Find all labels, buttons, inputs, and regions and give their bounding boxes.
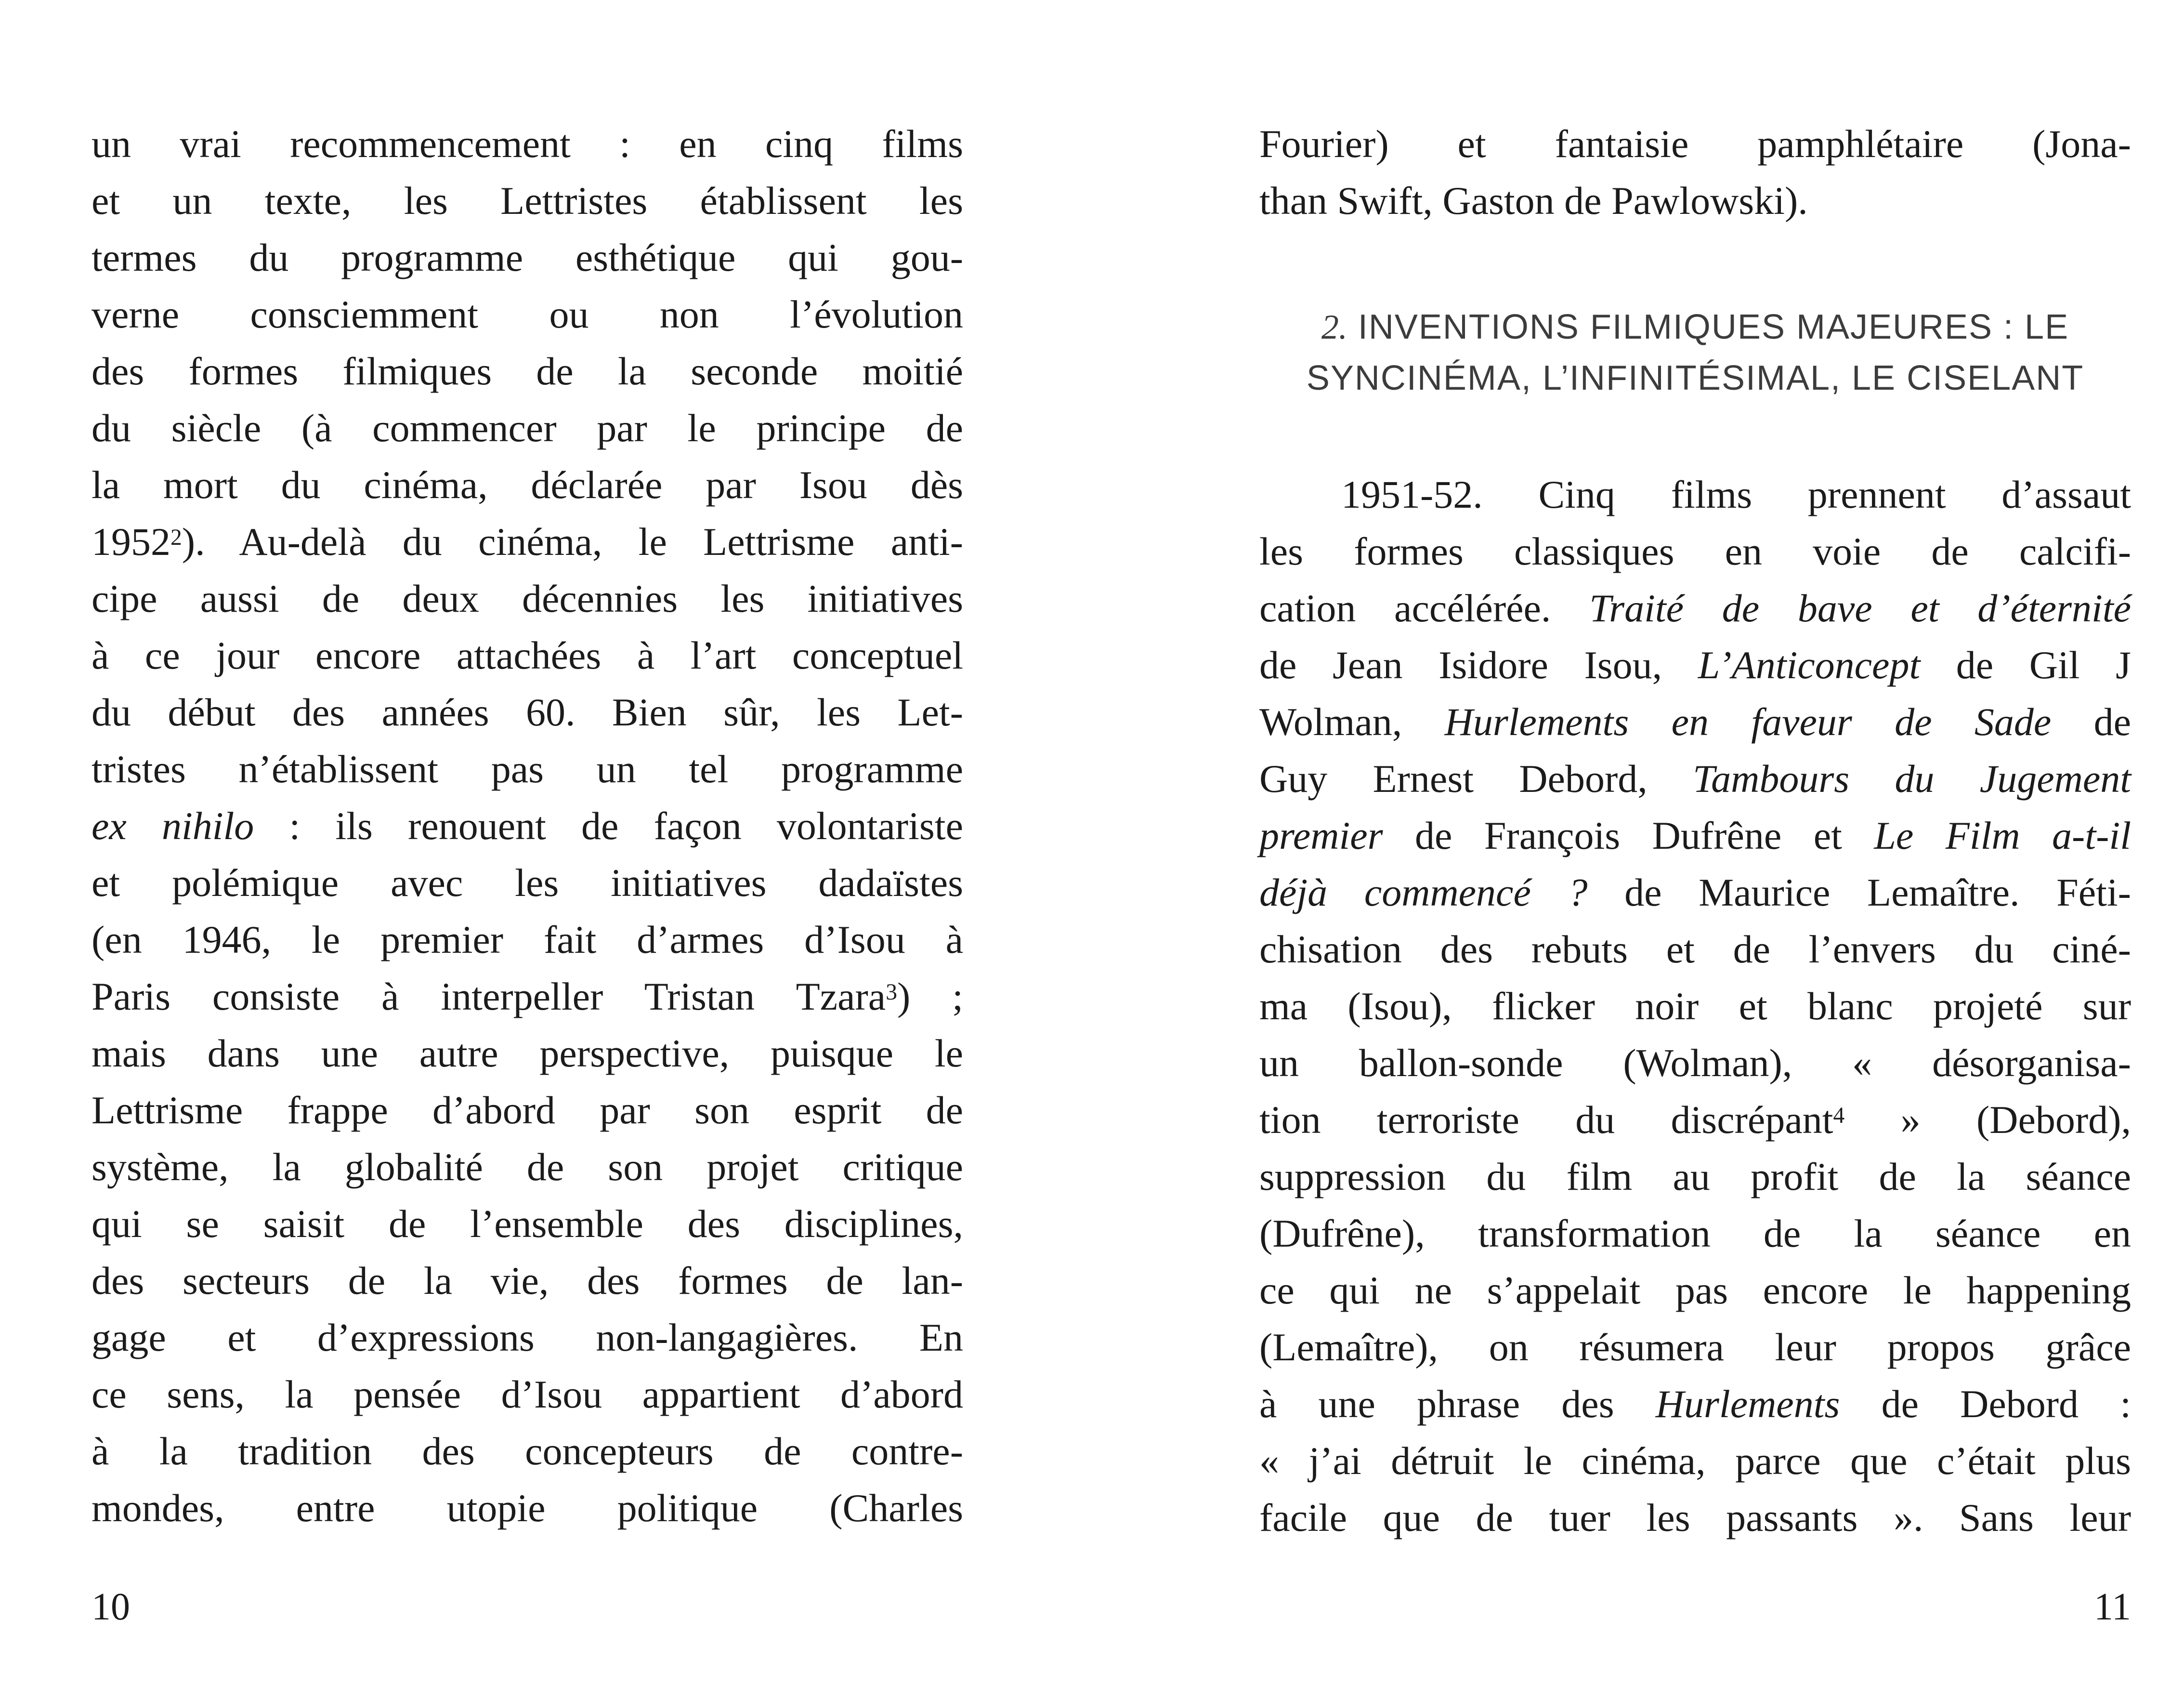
text-line: et un texte, les Lettristes établissent les <box>92 179 963 223</box>
page-number-left: 10 <box>92 1586 130 1628</box>
text-line: tion terroriste du discrépant$^4$ » (Debord), <box>1259 1098 2131 1142</box>
text-line: à une phrase des Hurlements de Debord : <box>1259 1382 2131 1426</box>
section-heading <box>1259 302 2131 404</box>
text-line: du siècle (à commencer par le principe de <box>92 406 963 450</box>
text-line: ce sens, la pensée d’Isou appartient d’abord <box>92 1372 963 1416</box>
heading-line: SYNCINÉMA, L’INFINITÉSIMAL, LE CISELANT <box>1306 359 2084 397</box>
text-line: la mort du cinéma, déclarée par Isou dès <box>92 463 963 507</box>
text-line: 1951-52. Cinq films prennent d’assaut <box>1341 473 2131 516</box>
text-line: chisation des rebuts et de l’envers du ciné- <box>1259 927 2131 971</box>
text-line: des secteurs de la vie, des formes de lan- <box>92 1259 963 1302</box>
text-line: ce qui ne s’appelait pas encore le happening <box>1259 1268 2131 1312</box>
text-line: Guy Ernest Debord, Tambours du Jugement <box>1259 757 2131 801</box>
page-number-right: 11 <box>2093 1586 2131 1628</box>
text-line: verne consciemment ou non l’évolution <box>92 292 963 336</box>
text-line: ma (Isou), flicker noir et blanc projeté sur <box>1259 984 2131 1028</box>
text-line: (Dufrêne), transformation de la séance en <box>1259 1211 2131 1255</box>
text-line: système, la globalité de son projet critique <box>92 1145 963 1189</box>
text-line: un vrai recommencement : en cinq films <box>92 122 963 166</box>
heading-line: 2. INVENTIONS FILMIQUES MAJEURES : LE <box>1321 308 2069 346</box>
text-line: des formes filmiques de la seconde moitié <box>92 349 963 393</box>
text-line: mais dans une autre perspective, puisque le <box>92 1031 963 1075</box>
text-line: qui se saisit de l’ensemble des disciplines, <box>92 1202 963 1246</box>
page-left-text <box>92 116 963 1537</box>
text-line: un ballon-sonde (Wolman), « désorganisa- <box>1259 1041 2131 1085</box>
text-line: gage et d’expressions non-langagières. En <box>92 1316 963 1359</box>
text-line: Fourier) et fantaisie pamphlétaire (Jona- <box>1259 122 2131 166</box>
text-line: Lettrisme frappe d’abord par son esprit de <box>92 1088 963 1132</box>
text-line: premier de François Dufrêne et Le Film a-t-il <box>1259 814 2131 857</box>
paragraph <box>92 116 963 1537</box>
paragraph <box>1259 116 2131 229</box>
page-left <box>92 0 963 1684</box>
text-line: Wolman, Hurlements en faveur de Sade de <box>1259 700 2131 744</box>
text-line: suppression du film au profit de la séance <box>1259 1155 2131 1198</box>
text-line: « j’ai détruit le cinéma, parce que c’était plus <box>1259 1439 2131 1483</box>
paragraph <box>1259 466 2131 1546</box>
text-line: déjà commencé ? de Maurice Lemaître. Féti- <box>1259 870 2131 914</box>
text-line: facile que de tuer les passants ». Sans leur <box>1259 1496 2131 1539</box>
text-line: Paris consiste à interpeller Tristan Tzara$^3$) ; <box>92 974 963 1018</box>
page-right <box>1259 0 2131 1684</box>
text-line: (en 1946, le premier fait d’armes d’Isou à <box>92 918 963 961</box>
text-line: les formes classiques en voie de calcifi- <box>1259 529 2131 573</box>
page-right-text <box>1259 116 2131 1546</box>
text-line: cipe aussi de deux décennies les initiatives <box>92 577 963 620</box>
text-line: de Jean Isidore Isou, L’Anticoncept de Gil J <box>1259 643 2131 687</box>
text-line: à la tradition des concepteurs de contre- <box>92 1429 963 1473</box>
text-line: ex nihilo : ils renouent de façon volontariste <box>92 804 963 848</box>
text-line: termes du programme esthétique qui gou- <box>92 236 963 279</box>
text-line: (Lemaître), on résumera leur propos grâce <box>1259 1325 2131 1369</box>
text-line: du début des années 60. Bien sûr, les Let- <box>92 690 963 734</box>
text-line: et polémique avec les initiatives dadaïstes <box>92 861 963 905</box>
text-line: than Swift, Gaston de Pawlowski). <box>1259 179 1808 223</box>
text-line: 1952$^2$). Au-delà du cinéma, le Lettrisme anti- <box>92 520 963 564</box>
text-line: mondes, entre utopie politique (Charles <box>92 1486 963 1530</box>
text-line: tristes n’établissent pas un tel programme <box>92 747 963 791</box>
text-line: à ce jour encore attachées à l’art conceptuel <box>92 633 963 677</box>
text-line: cation accélérée. Traité de bave et d’éternité <box>1259 586 2131 630</box>
